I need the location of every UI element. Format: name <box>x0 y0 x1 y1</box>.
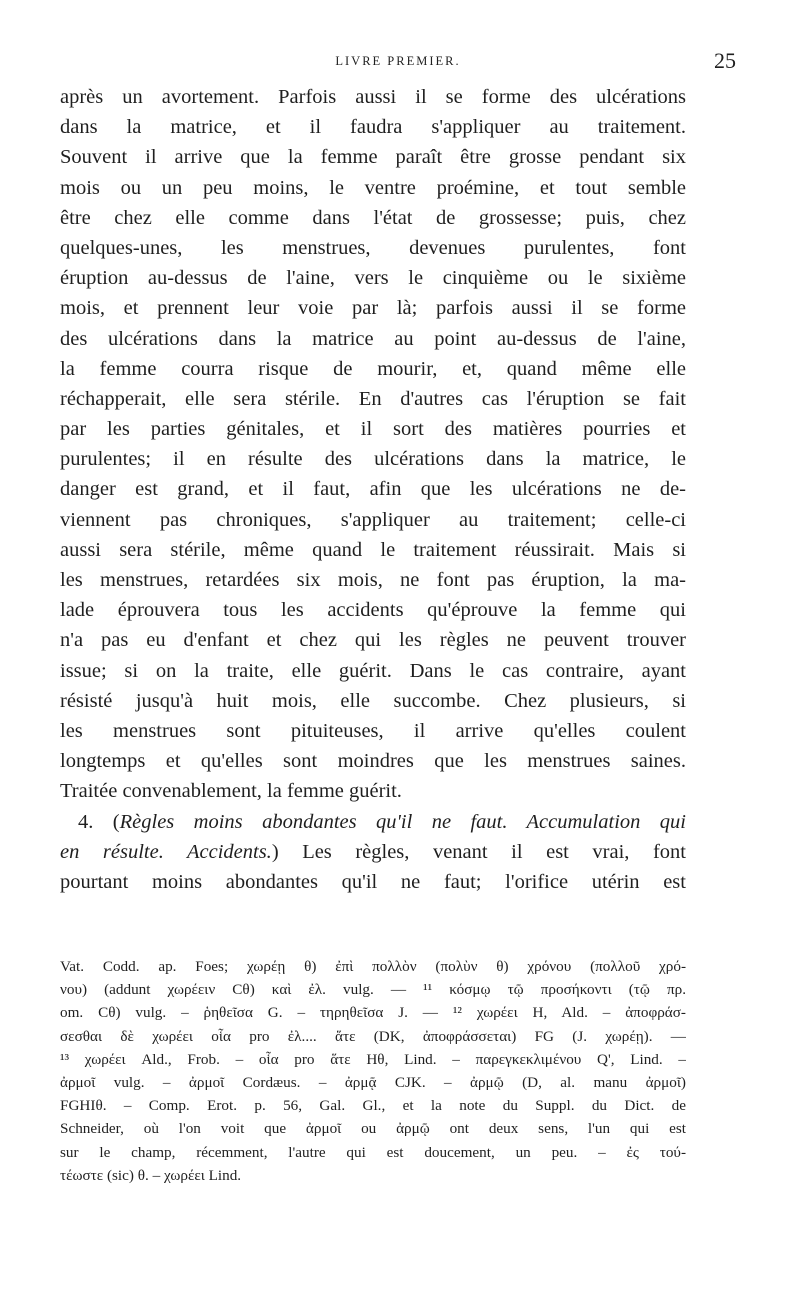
footnote-line: τέωστε (sic) θ. – χωρέει Lind. <box>60 1166 242 1184</box>
text-line: la femme courra risque de mourir, et, quand même elle <box>60 357 686 380</box>
text-line: purulentes; il en résulte des ulcérations dans la matrice, le <box>60 448 686 471</box>
text-line: lade éprouvera tous les accidents qu'éprouve la femme qui <box>60 599 686 622</box>
text-line: longtemps et qu'elles sont moindres que les menstrues saines. <box>60 750 686 773</box>
footnote-line: Vat. Codd. ap. Foes; χωρέῃ θ) ἐπὶ πολλὸν (πολὺν θ) χρόνου (πολλοῦ χρό- <box>60 958 686 975</box>
running-head <box>60 48 736 74</box>
text-line: quelques-unes, les menstrues, devenues purulentes, font <box>60 236 686 259</box>
section-close-paren: ) <box>271 840 279 863</box>
footnote-line: ἀρμοῖ vulg. – ἀρμοῖ Cordæus. – ἀρμᾷ CJK. – ἀρμῷ (D, al. manu ἀρμοῖ) <box>60 1073 686 1091</box>
text-line: les menstrues sont pituiteuses, il arrive qu'elles coulent <box>60 719 686 742</box>
text-line: viennent pas chroniques, s'appliquer au traitement; celle-ci <box>60 508 686 531</box>
section-heading-line <box>60 807 686 837</box>
footnote-line: σεσθαι δὲ χωρέει οἷα pro ἐλ.... ἅτε (DK, ἀποφράσσεται) FG (J. χωρέῃ). — <box>60 1027 686 1045</box>
text-line: mois, et prennent leur voie par là; parfois aussi il se forme <box>60 297 686 320</box>
page-number: 25 <box>714 48 736 73</box>
text-line: après un avortement. Parfois aussi il se forme des ulcérations <box>60 86 686 108</box>
section-heading-line <box>60 837 686 867</box>
footnote-line: sur le champ, récemment, l'autre qui est doucement, un peu. – ἐς τού- <box>60 1143 686 1161</box>
text-line: dans la matrice, et il faudra s'appliquer au traitement. <box>60 116 686 139</box>
footnote-line: νου) (addunt χωρέειν Cθ) καὶ ἐλ. vulg. — ¹¹ κόσμῳ τῷ προσήκοντι (τῷ πρ. <box>60 981 686 999</box>
section-number: 4. ( <box>78 810 120 833</box>
text-line: aussi sera stérile, même quand le traitement réussirait. Mais si <box>60 538 686 561</box>
running-title: LIVRE PREMIER. <box>335 54 461 68</box>
text-line: des ulcérations dans la matrice au point au-dessus de l'aine, <box>60 327 686 350</box>
text-line: être chez elle comme dans l'état de grossesse; puis, chez <box>60 206 686 229</box>
text-line: issue; si on la traite, elle guérit. Dans le cas contraire, ayant <box>60 659 686 682</box>
text-line: les menstrues, retardées six mois, ne font pas éruption, la ma- <box>60 569 686 591</box>
text-line: par les parties génitales, et il sort des matières pourries et <box>60 418 686 441</box>
text-line: éruption au-dessus de l'aine, vers le cinquième ou le sixième <box>60 267 686 290</box>
footnote-line: ¹³ χωρέει Ald., Frob. – οἷα pro ἅτε Hθ, Lind. – παρεγκεκλιμένου Q', Lind. – <box>60 1050 686 1068</box>
text-line: danger est grand, et il faut, afin que les ulcérations ne de- <box>60 478 686 501</box>
main-text <box>60 82 686 897</box>
text-line: mois ou un peu moins, le ventre proémine, et tout semble <box>60 176 686 199</box>
footnotes <box>60 955 686 1187</box>
section-heading-part2: en résulte. Accidents. <box>60 840 272 863</box>
text-line: pourtant moins abondantes qu'il ne faut; l'orifice utérin est <box>60 870 686 893</box>
text-line: réchapperait, elle sera stérile. En d'autres cas l'éruption se fait <box>60 387 686 410</box>
section-text: Les règles, venant il est vrai, font <box>278 840 686 863</box>
text-line: résisté jusqu'à huit mois, elle succombe. Chez plusieurs, si <box>60 689 686 712</box>
footnote-line: om. Cθ) vulg. – ῥηθεῖσα G. – τηρηθεῖσα J. — ¹² χωρέει H, Ald. – ἀποφράσ- <box>60 1004 686 1022</box>
text-line: n'a pas eu d'enfant et chez qui les règles ne peuvent trouver <box>60 629 686 652</box>
text-line: Traitée convenablement, la femme guérit. <box>60 780 402 803</box>
text-line: Souvent il arrive que la femme paraît être grosse pendant six <box>60 146 686 169</box>
footnote-line: Schneider, où l'on voit que ἀρμοῖ ou ἀρμῷ ont deux sens, l'un qui est <box>60 1120 686 1138</box>
footnote-line: FGHIθ. – Comp. Erot. p. 56, Gal. Gl., et la note du Suppl. du Dict. de <box>60 1097 686 1115</box>
section-heading-part1: Règles moins abondantes qu'il ne faut. Accumulation qui <box>119 810 686 833</box>
